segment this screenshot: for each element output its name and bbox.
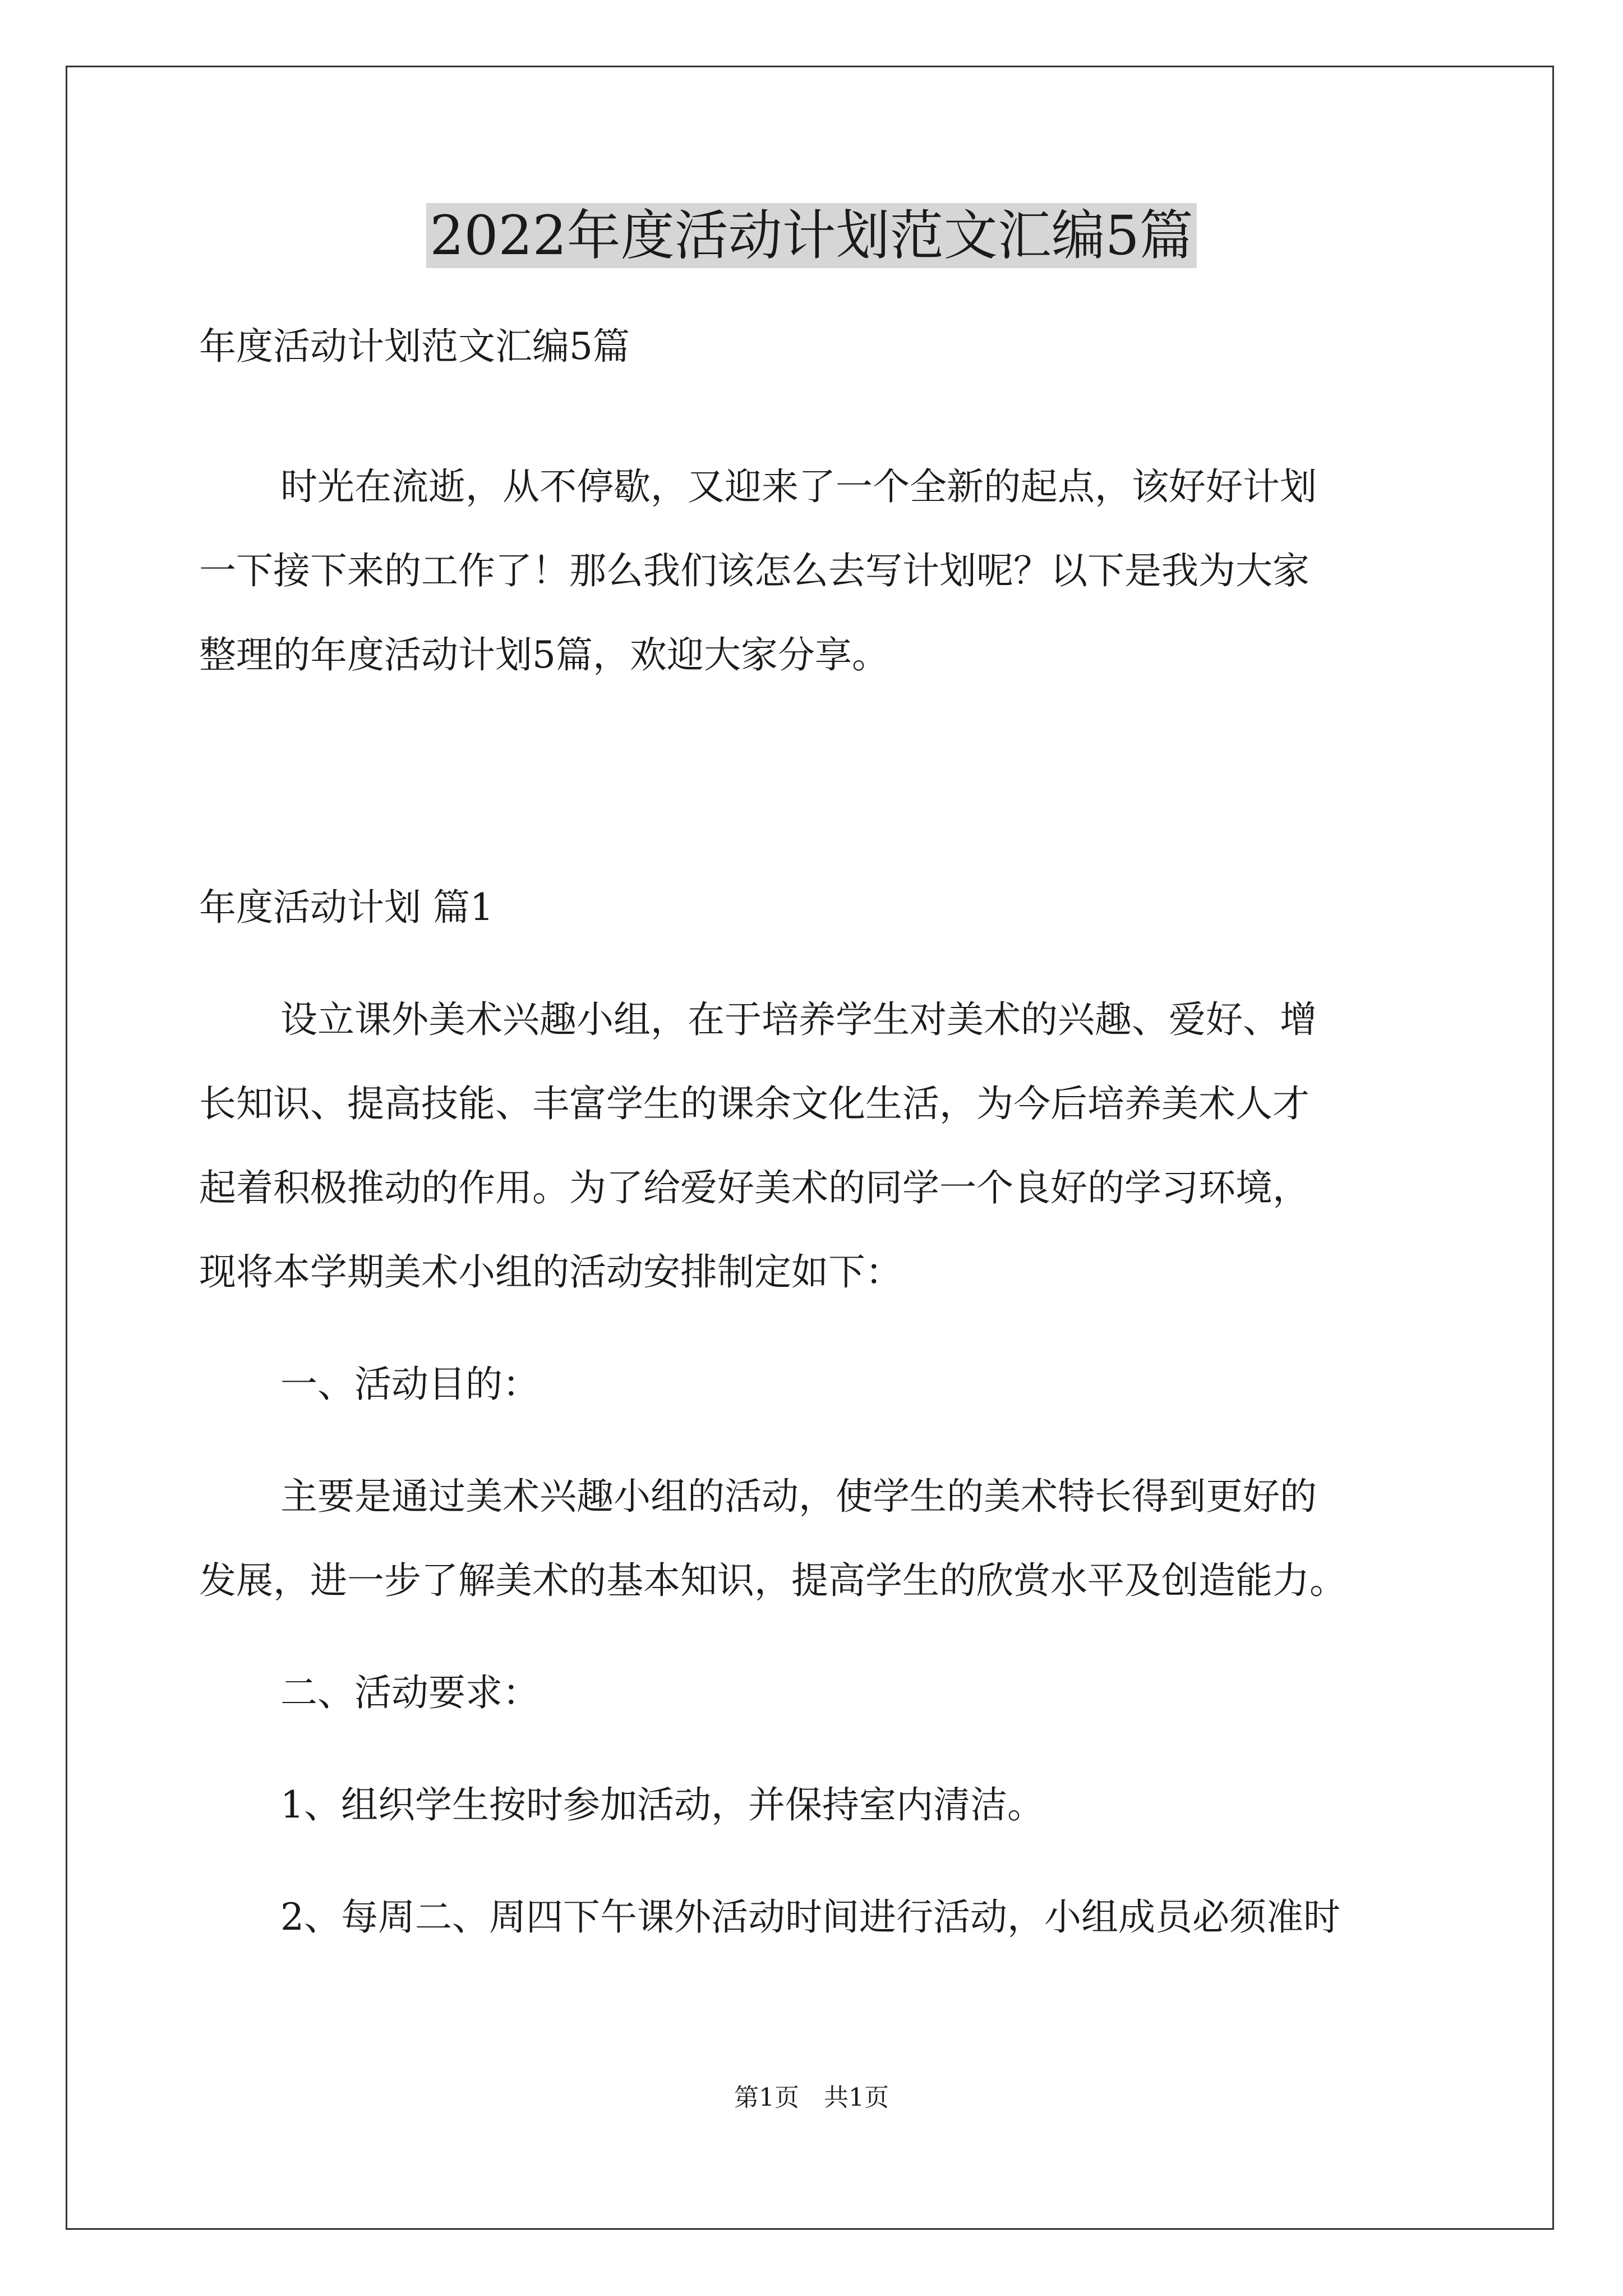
paragraph-1-line-2: 长知识、提高技能、丰富学生的课余文化生活，为今后培养美术人才 bbox=[199, 1082, 1310, 1125]
intro-line-1: 时光在流逝，从不停歇，又迎来了一个全新的起点，该好好计划 bbox=[280, 465, 1317, 508]
paragraph-1-line-4: 现将本学期美术小组的活动安排制定如下： bbox=[199, 1250, 902, 1294]
page-footer: 第1页 共1页 bbox=[734, 2083, 889, 2112]
subheading-requirements: 二、活动要求： bbox=[280, 1671, 540, 1714]
paragraph-1-line-1: 设立课外美术兴趣小组，在于培养学生对美术的兴趣、爱好、增 bbox=[280, 998, 1317, 1041]
purpose-line-2: 发展，进一步了解美术的基本知识，提高学生的欣赏水平及创造能力。 bbox=[199, 1559, 1347, 1602]
requirement-item-2: 2、每周二、周四下午课外活动时间进行活动，小组成员必须准时 bbox=[280, 1895, 1340, 1939]
intro-line-3: 整理的年度活动计划5篇，欢迎大家分享。 bbox=[199, 633, 889, 677]
paragraph-1-line-3: 起着积极推动的作用。为了给爱好美术的同学一个良好的学习环境， bbox=[199, 1166, 1310, 1209]
document-title bbox=[0, 196, 1623, 275]
section-heading-1: 年度活动计划 篇1 bbox=[199, 886, 494, 929]
document-title-text: 2022年度活动计划范文汇编5篇 bbox=[426, 203, 1196, 268]
requirement-item-1: 1、组织学生按时参加活动，并保持室内清洁。 bbox=[280, 1783, 1044, 1826]
purpose-line-1: 主要是通过美术兴趣小组的活动，使学生的美术特长得到更好的 bbox=[280, 1475, 1317, 1518]
subheading-purpose: 一、活动目的： bbox=[280, 1363, 540, 1406]
subtitle-line: 年度活动计划范文汇编5篇 bbox=[199, 325, 630, 368]
intro-line-2: 一下接下来的工作了！那么我们该怎么去写计划呢？以下是我为大家 bbox=[199, 549, 1310, 592]
